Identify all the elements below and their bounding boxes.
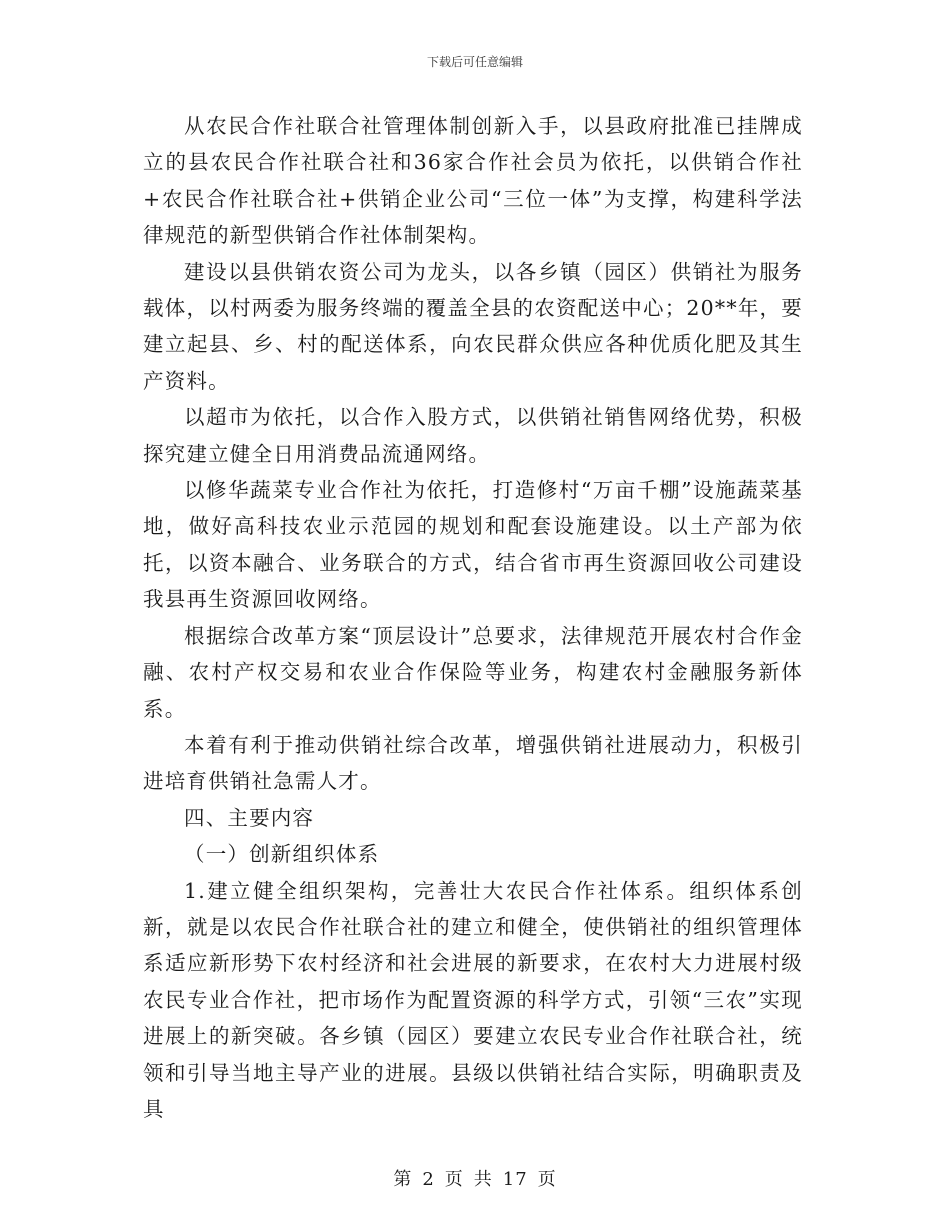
- paragraph: 从农民合作社联合社管理体制创新入手，以县政府批准已挂牌成立的县农民合作社联合社和36家合作社会员为依托，以供销合作社+农民合作社联合社+供销企业公司“三位一体”为支撑，构建科学法律规范的新型供销合作社体制架构。: [143, 114, 803, 248]
- paragraph: 根据综合改革方案“顶层设计”总要求，法律规范开展农村合作金融、农村产权交易和农业合作保险等业务，构建农村金融服务新体系。: [143, 623, 803, 721]
- current-page-number: 2: [422, 1169, 435, 1190]
- footer-total-prefix: 共: [473, 1169, 493, 1190]
- paragraph: 以修华蔬菜专业合作社为依托，打造修村“万亩千棚”设施蔬菜基地，做好高科技农业示范园的规划和配套设施建设。以土产部为依托，以资本融合、业务联合的方式，结合省市再生资源回收公司建设我县再生资源回收网络。: [143, 478, 803, 612]
- document-body: [143, 108, 803, 1127]
- page-header-note: 下载后可任意编辑: [426, 55, 523, 69]
- total-page-count: 17: [502, 1169, 528, 1190]
- paragraph: 1.建立健全组织架构，完善壮大农民合作社体系。组织体系创新，就是以农民合作社联合社的建立和健全，使供销社的组织管理体系适应新形势下农村经济和社会进展的新要求，在农村大力进展村级农民专业合作社，把市场作为配置资源的科学方式，引领“三农”实现进展上的新突破。各乡镇（园区）要建立农民专业合作社联合社，统领和引导当地主导产业的进展。县级以供销社结合实际，明确职责及具: [143, 878, 803, 1121]
- paragraph: 建设以县供销农资公司为龙头，以各乡镇（园区）供销社为服务载体，以村两委为服务终端的覆盖全县的农资配送中心；20**年，要建立起县、乡、村的配送体系，向农民群众供应各种优质化肥及其生产资料。: [143, 259, 803, 393]
- paragraph: 以超市为依托，以合作入股方式，以供销社销售网络优势，积极探究建立健全日用消费品流通网络。: [143, 405, 803, 466]
- section-heading: 四、主要内容: [184, 805, 315, 830]
- footer-page-word: 页: [444, 1169, 464, 1190]
- paragraph: 本着有利于推动供销社综合改革，增强供销社进展动力，积极引进培育供销社急需人才。: [143, 732, 803, 794]
- page-footer: [0, 1165, 950, 1191]
- footer-prefix: 第: [393, 1169, 413, 1190]
- subsection-heading: （一）创新组织体系: [184, 842, 380, 867]
- footer-suffix: 页: [537, 1169, 557, 1190]
